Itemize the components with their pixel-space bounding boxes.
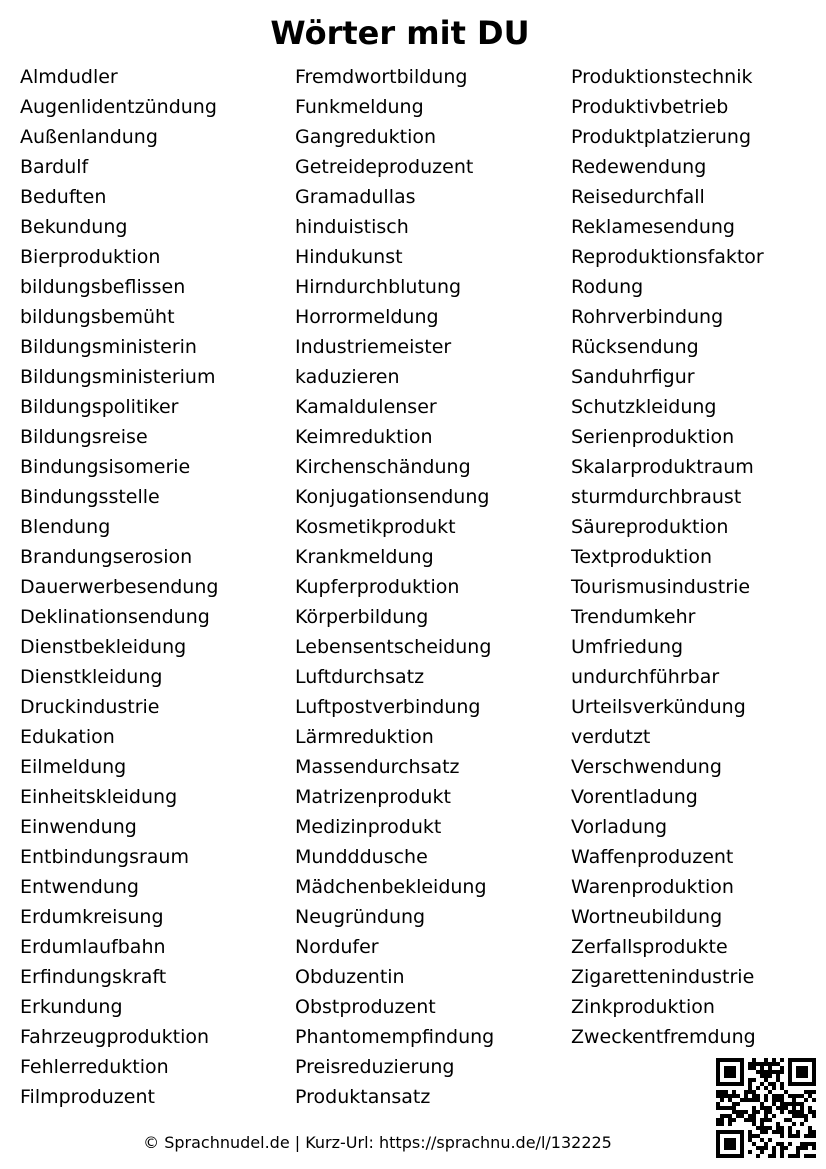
list-item: Lebensentscheidung [295, 636, 492, 658]
list-item: Zerfallsprodukte [571, 936, 728, 958]
list-item: Schutzkleidung [571, 396, 717, 418]
list-item: Kupferproduktion [295, 576, 460, 598]
list-item: Funkmeldung [295, 96, 424, 118]
list-item: Erfindungskraft [20, 966, 167, 988]
list-item: Mädchenbekleidung [295, 876, 487, 898]
list-item: Entwendung [20, 876, 139, 898]
list-item: Bindungsisomerie [20, 456, 191, 478]
list-item: Serienproduktion [571, 426, 735, 448]
list-item: Obstproduzent [295, 996, 436, 1018]
list-item: Skalarproduktraum [571, 456, 754, 478]
list-item: Kamaldulenser [295, 396, 437, 418]
list-item: Produktionstechnik [571, 66, 753, 88]
list-item: Augenlidentzündung [20, 96, 217, 118]
list-item: Kosmetikprodukt [295, 516, 456, 538]
list-item: Bindungsstelle [20, 486, 160, 508]
list-item: Beduften [20, 186, 107, 208]
list-item: Industriemeister [295, 336, 452, 358]
word-column-1 [20, 62, 218, 1112]
list-item: Trendumkehr [571, 606, 696, 628]
list-item: Urteilsverkündung [571, 696, 746, 718]
list-item: Dienstbekleidung [20, 636, 187, 658]
list-item: Getreideproduzent [295, 156, 474, 178]
list-item: Reproduktionsfaktor [571, 246, 764, 268]
list-item: Zinkproduktion [571, 996, 715, 1018]
list-item: Almdudler [20, 66, 118, 88]
list-item: hinduistisch [295, 216, 409, 238]
word-column-3 [571, 62, 764, 1052]
list-item: Luftpostverbindung [295, 696, 481, 718]
list-item: Vorentladung [571, 786, 698, 808]
list-item: Erdumkreisung [20, 906, 164, 928]
list-item: Massendurchsatz [295, 756, 460, 778]
list-item: verdutzt [571, 726, 651, 748]
list-item: Bildungspolitiker [20, 396, 179, 418]
list-item: Druckindustrie [20, 696, 160, 718]
list-item: Textproduktion [571, 546, 713, 568]
list-item: kaduzieren [295, 366, 400, 388]
list-item: Sanduhrfigur [571, 366, 695, 388]
list-item: Produktivbetrieb [571, 96, 729, 118]
list-item: Fehlerreduktion [20, 1056, 169, 1078]
list-item: Gangreduktion [295, 126, 437, 148]
list-item: Bildungsministerium [20, 366, 216, 388]
list-item: Reklamesendung [571, 216, 735, 238]
list-item: Fremdwortbildung [295, 66, 468, 88]
list-item: Horrormeldung [295, 306, 439, 328]
list-item: Eilmeldung [20, 756, 127, 778]
list-item: Körperbildung [295, 606, 429, 628]
list-item: Neugründung [295, 906, 426, 928]
list-item: Edukation [20, 726, 115, 748]
list-item: Warenproduktion [571, 876, 734, 898]
list-item: Medizinprodukt [295, 816, 442, 838]
list-item: Bekundung [20, 216, 128, 238]
list-item: Phantomempfindung [295, 1026, 495, 1048]
list-item: Rodung [571, 276, 644, 298]
list-item: Dauerwerbesendung [20, 576, 219, 598]
qr-code-icon [716, 1058, 816, 1158]
list-item: Rohrverbindung [571, 306, 724, 328]
list-item: Verschwendung [571, 756, 722, 778]
list-item: undurchführbar [571, 666, 720, 688]
list-item: Krankmeldung [295, 546, 434, 568]
list-item: Außenlandung [20, 126, 158, 148]
list-item: Vorladung [571, 816, 668, 838]
list-item: Konjugationsendung [295, 486, 490, 508]
footer-credit: © Sprachnudel.de | Kurz-Url: https://sprachnu.de/l/132225 [143, 1133, 612, 1152]
list-item: Erkundung [20, 996, 123, 1018]
list-item: Redewendung [571, 156, 707, 178]
list-item: Hindukunst [295, 246, 403, 268]
list-item: Fahrzeugproduktion [20, 1026, 210, 1048]
list-item: Kirchenschändung [295, 456, 471, 478]
list-item: Wortneubildung [571, 906, 723, 928]
list-item: Erdumlaufbahn [20, 936, 166, 958]
list-item: Bildungsministerin [20, 336, 197, 358]
list-item: Entbindungsraum [20, 846, 189, 868]
list-item: Umfriedung [571, 636, 684, 658]
word-column-2 [295, 62, 494, 1112]
list-item: Einheitskleidung [20, 786, 178, 808]
list-item: Tourismusindustrie [571, 576, 751, 598]
list-item: Bardulf [20, 156, 89, 178]
list-item: Dienstkleidung [20, 666, 163, 688]
list-item: Filmproduzent [20, 1086, 155, 1108]
list-item: Rücksendung [571, 336, 699, 358]
list-item: Mundddusche [295, 846, 428, 868]
page-title: Wörter mit DU [270, 14, 530, 52]
list-item: Gramadullas [295, 186, 416, 208]
list-item: Produktansatz [295, 1086, 431, 1108]
list-item: Hirndurchblutung [295, 276, 462, 298]
list-item: bildungsbeflissen [20, 276, 186, 298]
list-item: Bildungsreise [20, 426, 148, 448]
list-item: bildungsbemüht [20, 306, 175, 328]
list-item: Nordufer [295, 936, 379, 958]
list-item: Blendung [20, 516, 111, 538]
list-item: Keimreduktion [295, 426, 433, 448]
list-item: Einwendung [20, 816, 137, 838]
list-item: Obduzentin [295, 966, 405, 988]
list-item: Preisreduzierung [295, 1056, 455, 1078]
list-item: Luftdurchsatz [295, 666, 425, 688]
list-item: Säureproduktion [571, 516, 729, 538]
list-item: Zigarettenindustrie [571, 966, 755, 988]
list-item: Reisedurchfall [571, 186, 705, 208]
list-item: Brandungserosion [20, 546, 193, 568]
list-item: Produktplatzierung [571, 126, 752, 148]
list-item: Matrizenprodukt [295, 786, 451, 808]
list-item: Zweckentfremdung [571, 1026, 756, 1048]
list-item: Bierproduktion [20, 246, 161, 268]
list-item: Deklinationsendung [20, 606, 210, 628]
list-item: sturmdurchbraust [571, 486, 742, 508]
list-item: Lärmreduktion [295, 726, 434, 748]
list-item: Waffenproduzent [571, 846, 734, 868]
